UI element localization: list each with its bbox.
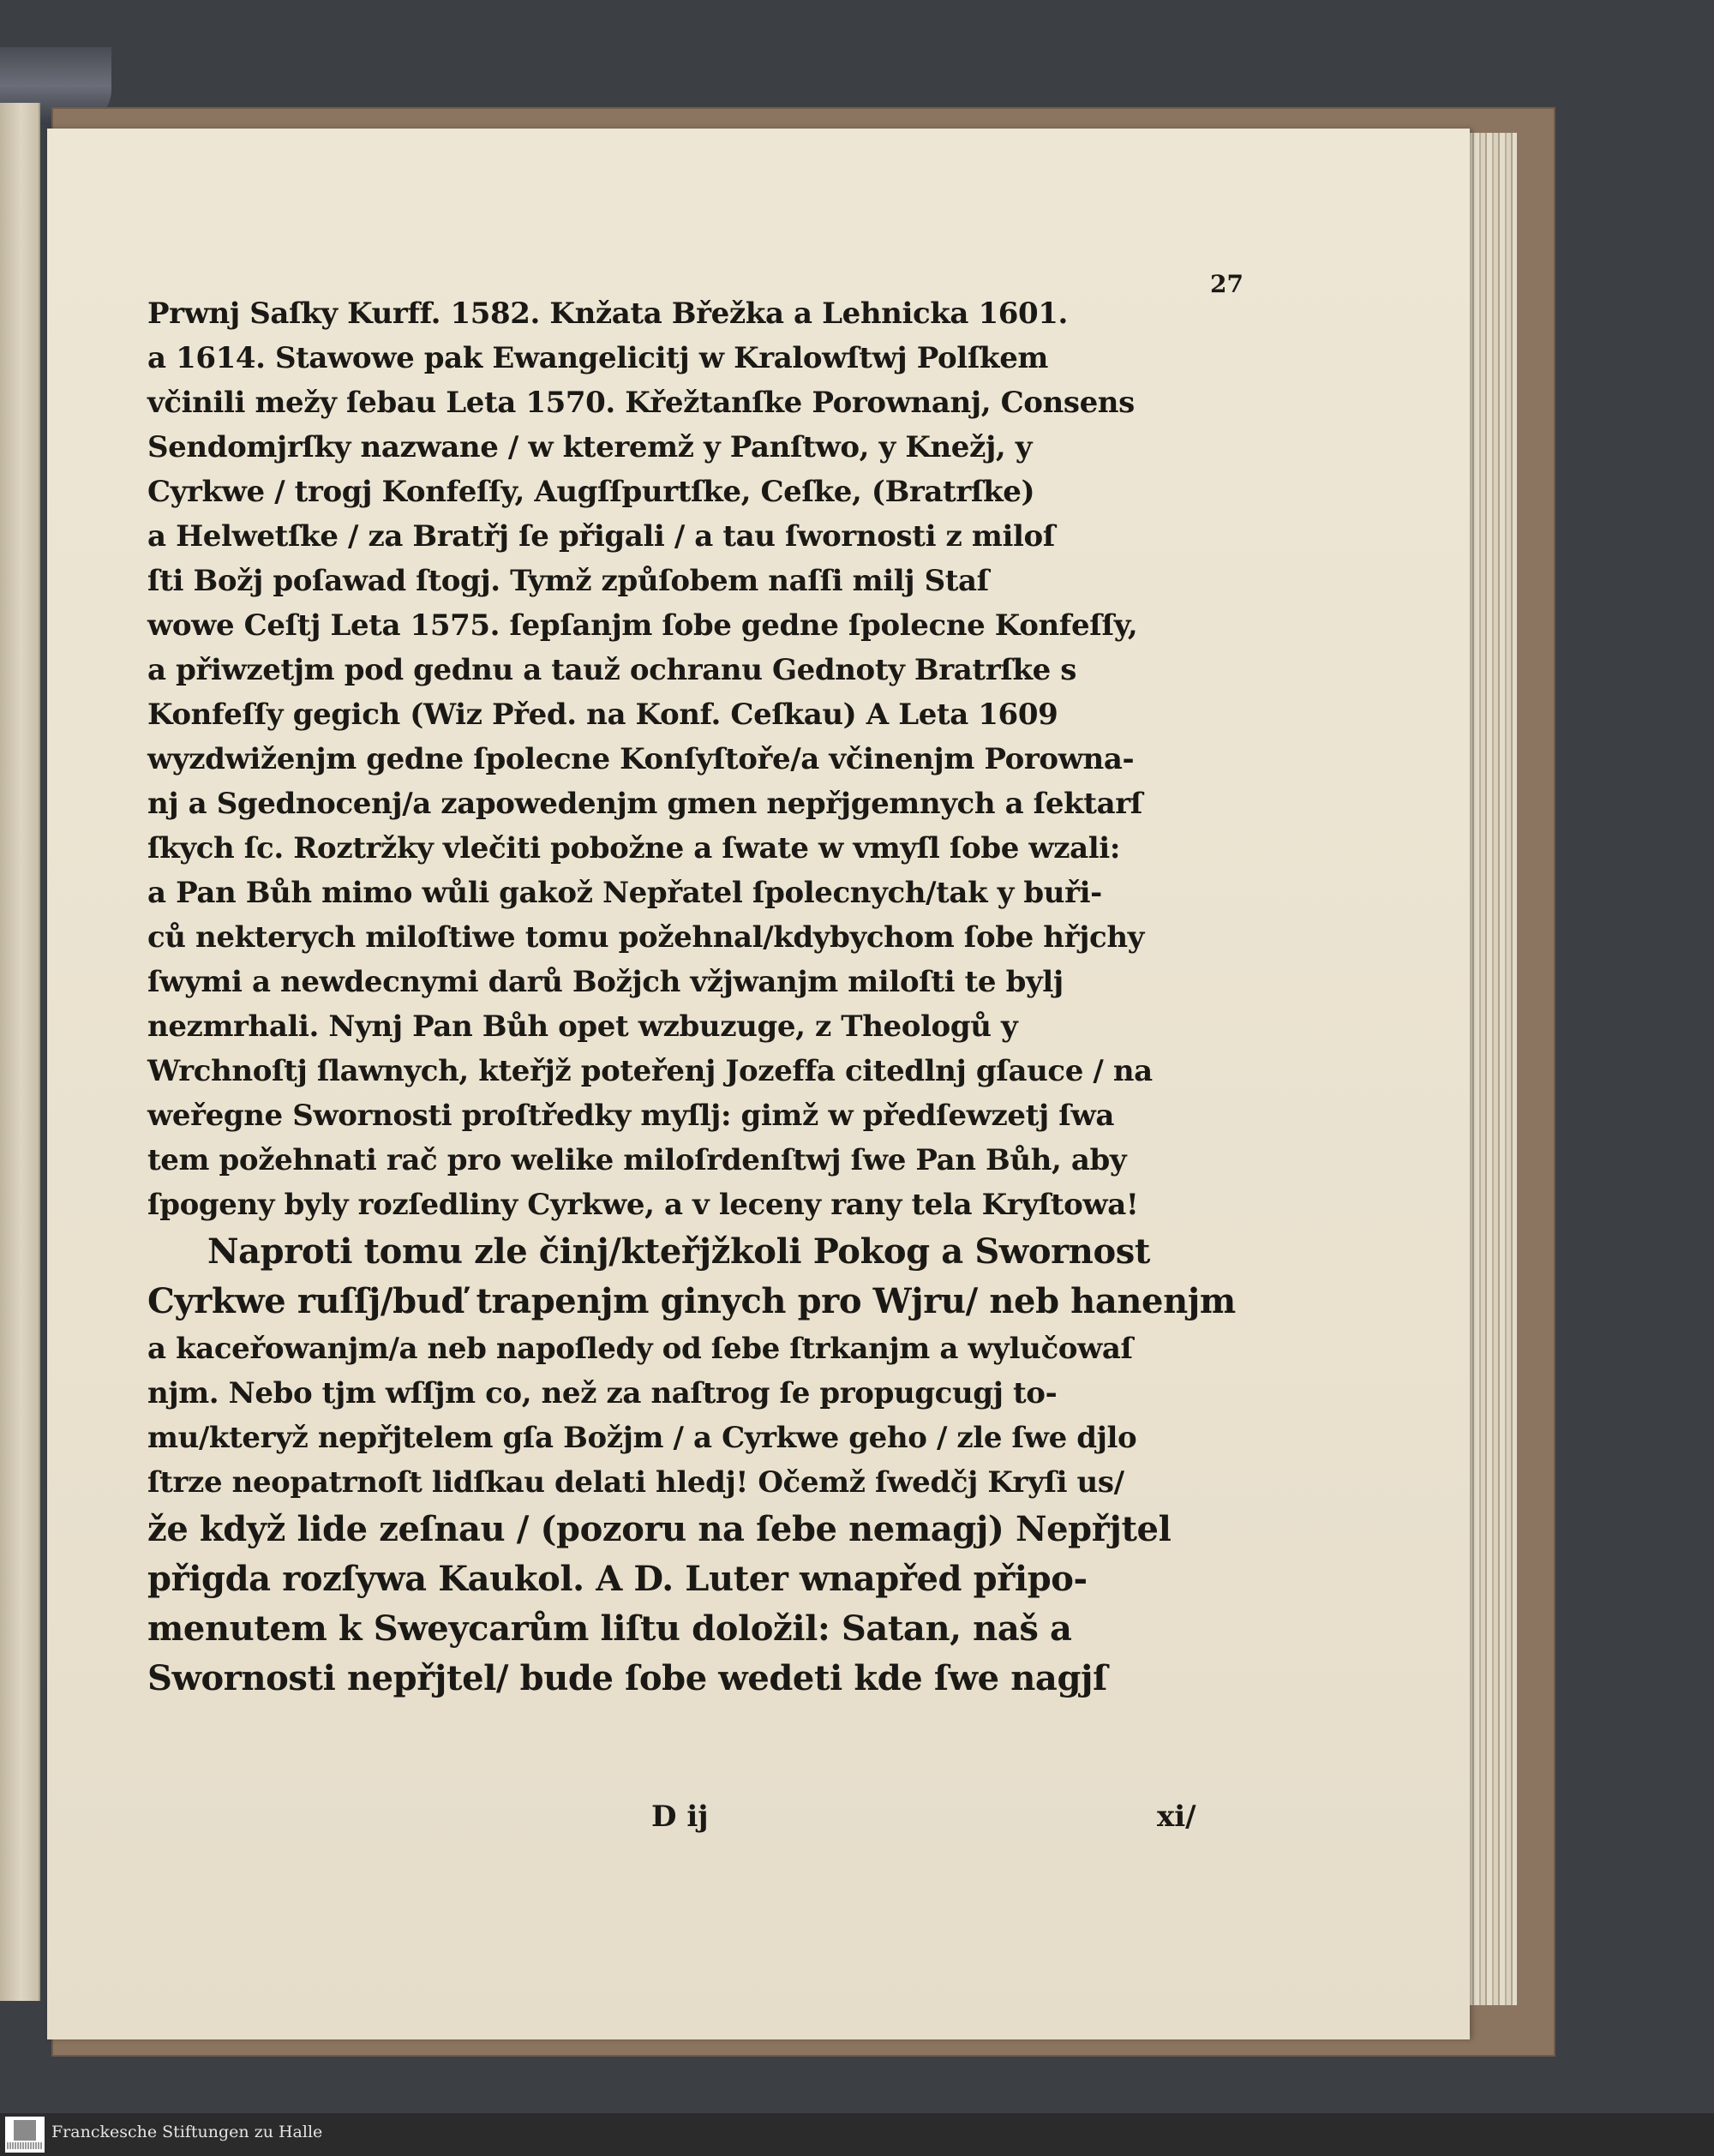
text-line: ſkych ſc. Roztržky vlečiti pobožne a ſwate w vmyſl ſobe wzali: bbox=[147, 831, 1120, 865]
text-line: njm. Nebo tjm wſſjm co, než za naſtrog ſe propugcugj to- bbox=[147, 1376, 1058, 1410]
text-line: menutem k Sweycarům liſtu doložil: Satan, naš a bbox=[147, 1608, 1072, 1649]
text-line: mu/kteryž nepřjtelem gſa Božjm / a Cyrkwe geho / zle ſwe djlo bbox=[147, 1421, 1137, 1455]
text-line: a 1614. Stawowe pak Ewangelicitj w Kralowſtwj Polſkem bbox=[147, 341, 1049, 375]
logo-small-text bbox=[7, 2142, 43, 2149]
catchword: xi/ bbox=[1157, 1800, 1196, 1834]
institution-logo bbox=[5, 2117, 45, 2153]
text-line: Wrchnoſtj ſlawnych, kteřjž poteřenj Jozeffa citedlnj gſauce / na bbox=[147, 1054, 1153, 1088]
text-line: Prwnj Saſky Kurff. 1582. Knžata Břežka a Lehnicka 1601. bbox=[147, 296, 1068, 331]
logo-icon bbox=[14, 2120, 36, 2141]
text-line: Sendomjrſky nazwane / w kteremž y Panſtwo, y Knežj, y bbox=[147, 430, 1033, 464]
text-line: ſtrze neopatrnoſt lidſkau delati hledj! Očemž ſwedčj Kryſi us/ bbox=[147, 1465, 1124, 1500]
text-line: ſti Božj poſawad ſtogj. Tymž způſobem naſſi milj Staſ bbox=[147, 564, 989, 598]
text-line: wyzdwiženjm gedne ſpolecne Konſyſtoře/a včinenjm Porowna- bbox=[147, 742, 1135, 776]
signature-mark: D ij bbox=[651, 1800, 709, 1834]
left-page-edge bbox=[0, 103, 40, 2001]
text-line: a Helwetſke / za Bratřj ſe přigali / a tau ſwornosti z miloſ bbox=[147, 519, 1055, 554]
text-line: ſpogeny byly rozſedliny Cyrkwe, a v leceny rany tela Kryſtowa! bbox=[147, 1188, 1139, 1222]
credit-text: Franckesche Stiftungen zu Halle bbox=[51, 2123, 323, 2141]
text-line: včinili mežy ſebau Leta 1570. Křežtanſke Porownanj, Consens bbox=[147, 386, 1135, 420]
text-line: tem požehnati rač pro welike miloſrdenſtwj ſwe Pan Bůh, aby bbox=[147, 1143, 1127, 1177]
text-line: a kaceřowanjm/a neb napoſledy od ſebe ſtrkanjm a wylučowaſ bbox=[147, 1332, 1133, 1366]
text-line: Naproti tomu zle činj/kteřjžkoli Pokog a Swornost bbox=[207, 1231, 1150, 1272]
text-line: a Pan Bůh mimo wůli gakož Nepřatel ſpolecnych/tak y buři- bbox=[147, 876, 1102, 910]
text-line: nezmrhali. Nynj Pan Bůh opet wzbuzuge, z Theologů y bbox=[147, 1009, 1018, 1044]
text-line: ců nekterych miloſtiwe tomu požehnal/kdybychom ſobe hřjchy bbox=[147, 920, 1144, 955]
text-line: Cyrkwe / trogj Konfeſſy, Augſſpurtſke, Ceſke, (Bratrſke) bbox=[147, 475, 1035, 509]
text-line: Swornosti nepřjtel/ bude ſobe wedeti kde ſwe nagjſ bbox=[147, 1658, 1107, 1698]
page-text bbox=[147, 291, 1262, 1704]
page-number: 27 bbox=[1210, 270, 1244, 298]
text-line: Cyrkwe ruſſj/buď trapenjm ginych pro Wjru/ neb hanenjm bbox=[147, 1281, 1236, 1321]
text-line: weřegne Swornosti proſtředky myſlj: gimž w předſewzetj ſwa bbox=[147, 1099, 1114, 1133]
text-line: přigda rozſywa Kaukol. A D. Luter wnapřed připo- bbox=[147, 1559, 1088, 1599]
text-line: že když lide zeſnau / (pozoru na ſebe nemagj) Nepřjtel bbox=[147, 1509, 1172, 1549]
text-line: wowe Ceſtj Leta 1575. ſepſanjm ſobe gedne ſpolecne Konfeſſy, bbox=[147, 608, 1138, 643]
text-line: a přiwzetjm pod gednu a tauž ochranu Gednoty Bratrſke s bbox=[147, 653, 1077, 687]
text-line: nj a Sgednocenj/a zapowedenjm gmen nepřjgemnych a ſektarſ bbox=[147, 787, 1142, 821]
text-line: Konfeſſy gegich (Wiz Před. na Konf. Ceſkau) A Leta 1609 bbox=[147, 698, 1058, 732]
text-line: ſwymi a newdecnymi darů Božjch vžjwanjm miloſti te bylj bbox=[147, 965, 1064, 999]
